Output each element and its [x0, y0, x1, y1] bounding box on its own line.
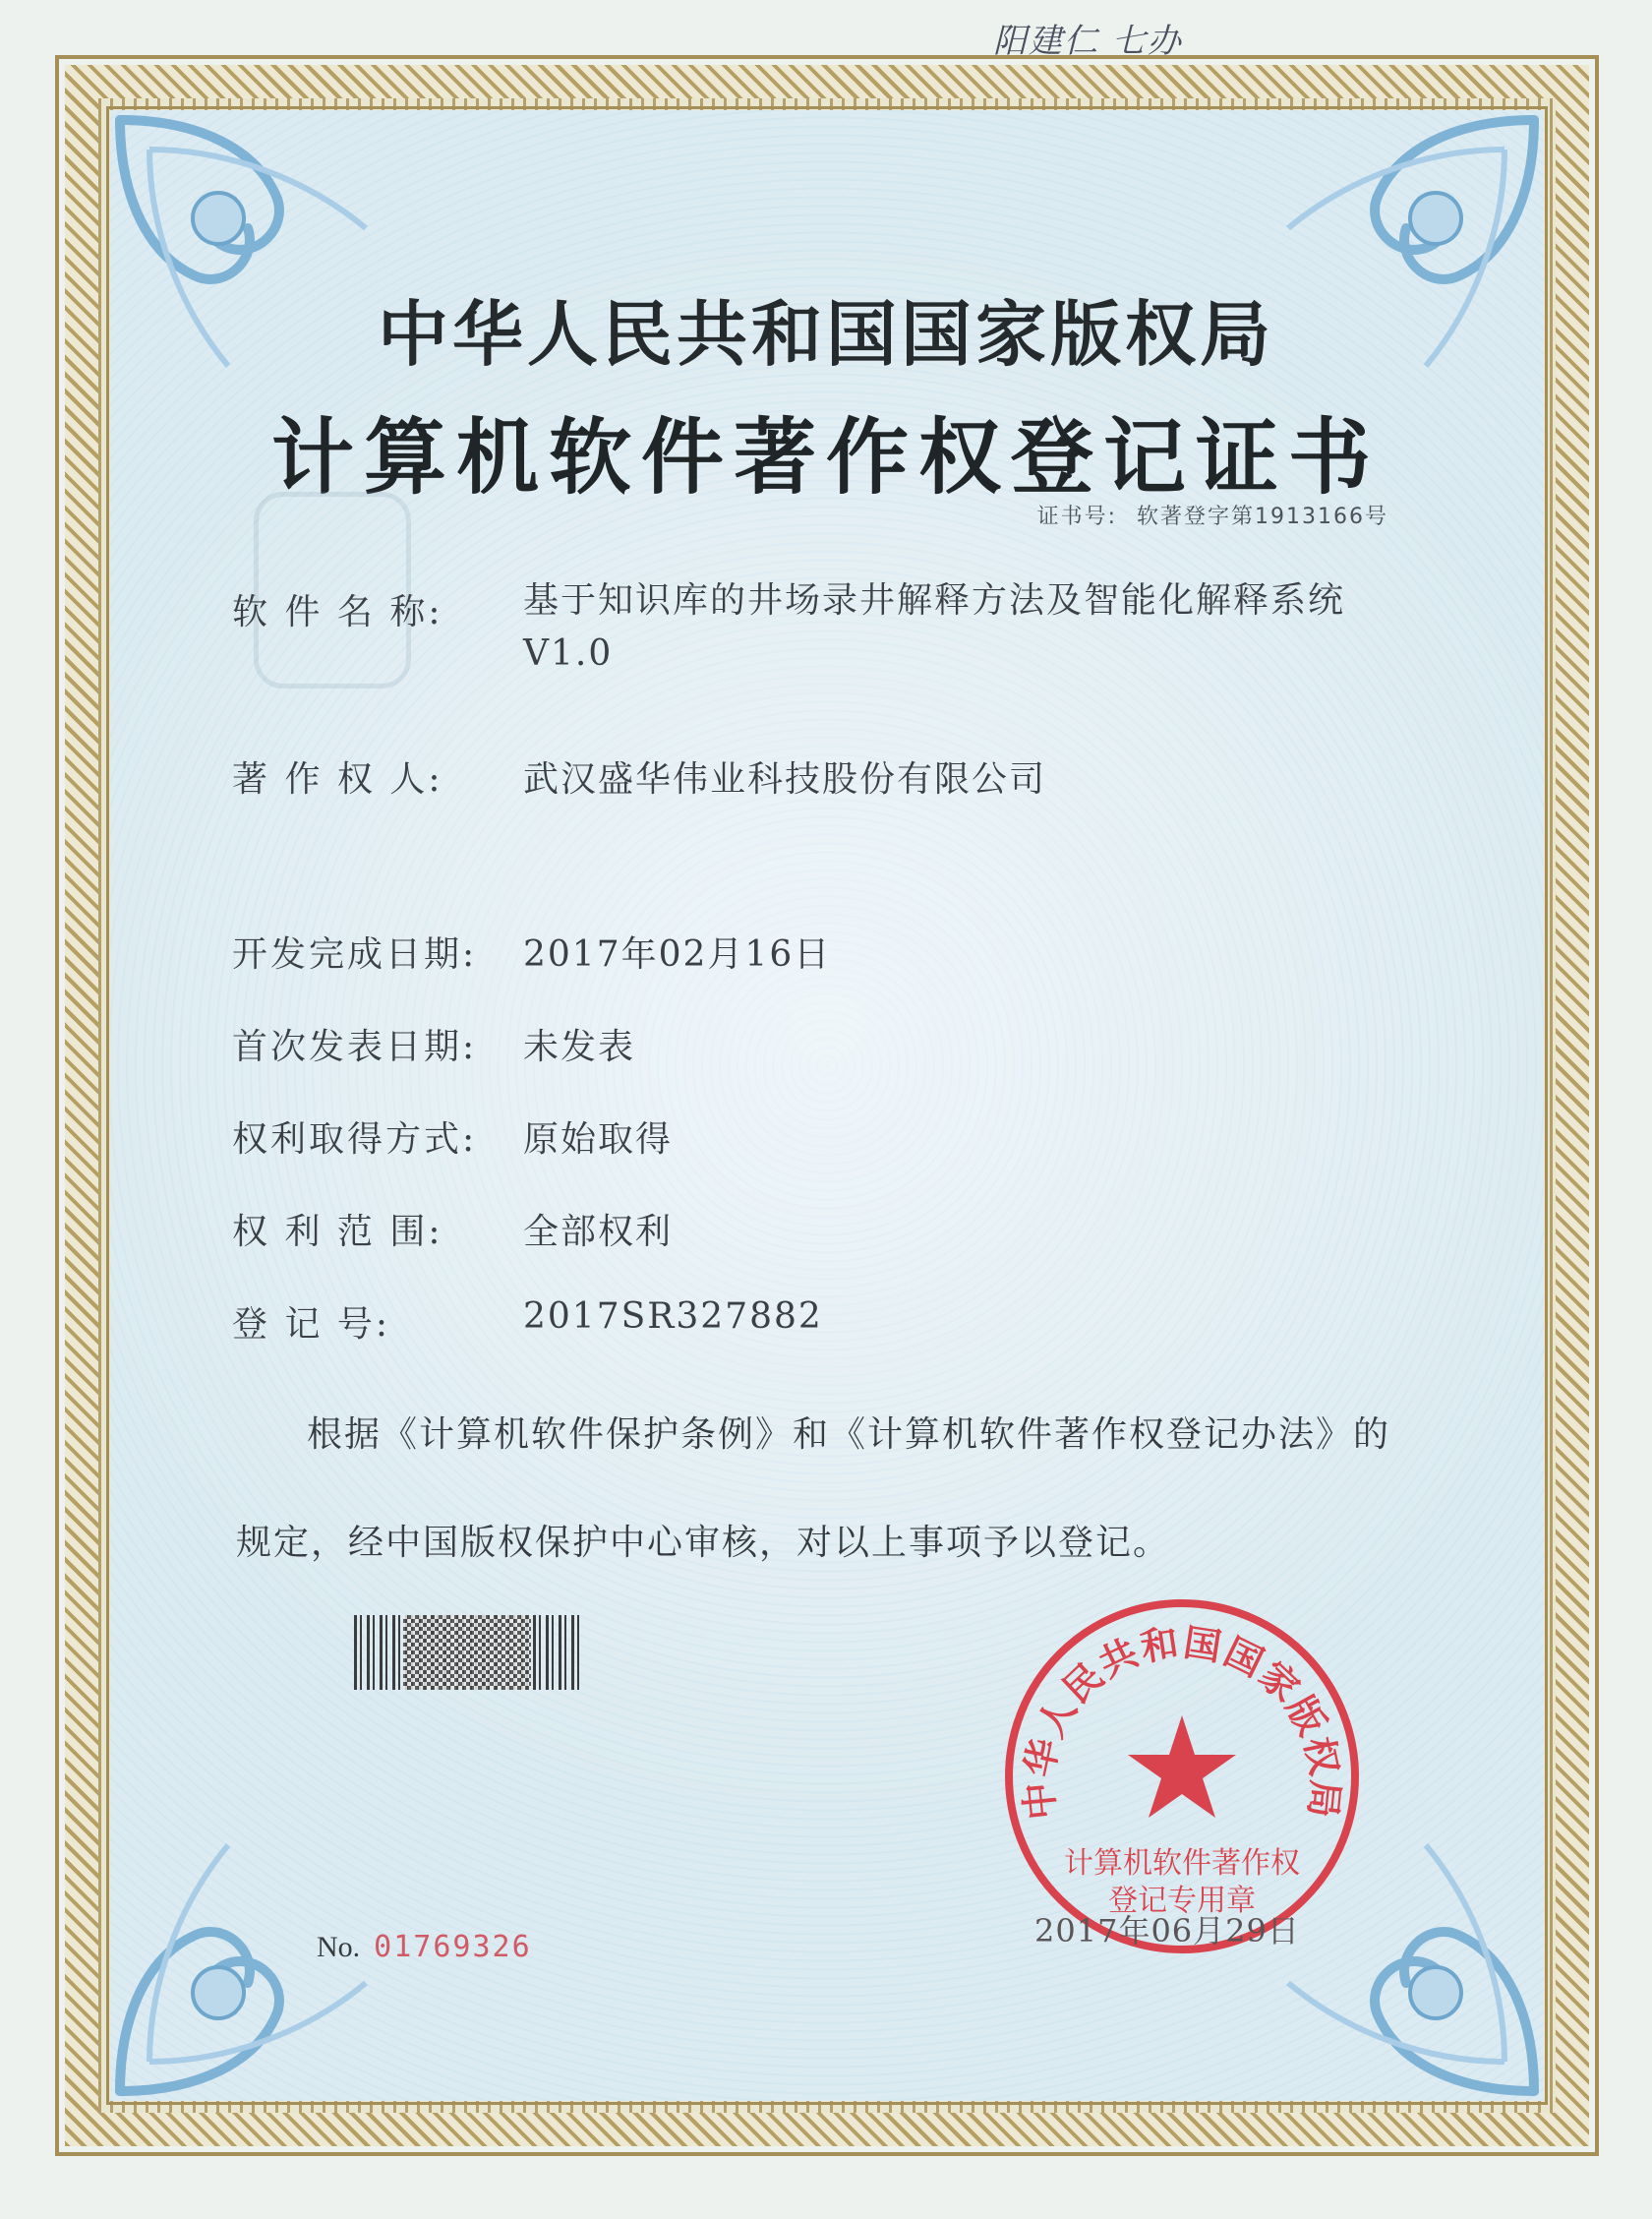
- field-completion-date: [232, 927, 831, 977]
- owner-value: 武汉盛华伟业科技股份有限公司: [523, 759, 1047, 800]
- seal-star-icon: [1128, 1715, 1236, 1818]
- barcode-icon: [354, 1615, 582, 1690]
- software-name-value: [523, 576, 1388, 679]
- statement-line-2: 规定，经中国版权保护中心审核，对以上事项予以登记。: [236, 1523, 1171, 1563]
- field-registration-number: [232, 1296, 823, 1347]
- field-acquisition-method: [232, 1111, 673, 1162]
- certificate-number-label: 证书号:: [1036, 505, 1118, 529]
- serial-value: 01769326: [374, 1930, 532, 1964]
- certificate-number: [1018, 500, 1388, 530]
- first-publication-value: 未发表: [523, 1027, 636, 1067]
- field-software-name: [232, 580, 1388, 679]
- field-first-publication: [232, 1019, 635, 1069]
- registration-number-value: 2017SR327882: [523, 1296, 823, 1337]
- field-owner: [232, 751, 1046, 802]
- handwritten-annotation: 阳建仁 七办: [993, 22, 1183, 61]
- seal-inner-line-2: 登记专用章: [1108, 1884, 1256, 1918]
- qr-code-icon: [403, 1615, 531, 1690]
- field-rights-scope: [232, 1204, 673, 1254]
- statement-line-1: 根据《计算机软件保护条例》和《计算机软件著作权登记办法》的: [307, 1414, 1391, 1455]
- acquisition-method-value: 原始取得: [523, 1119, 674, 1160]
- software-name-text: 基于知识库的井场录井解释方法及智能化解释系统: [523, 580, 1346, 621]
- rights-scope-label: 权 利 范 围:: [232, 1212, 443, 1252]
- acquisition-method-label: 权利取得方式:: [232, 1119, 478, 1160]
- rights-scope-value: 全部权利: [523, 1212, 674, 1252]
- seal-inner-line-1: 计算机软件著作权: [1064, 1846, 1300, 1881]
- owner-label: 著 作 权 人:: [232, 759, 443, 800]
- serial-label: No.: [317, 1931, 361, 1963]
- software-version: V1.0: [523, 633, 614, 674]
- certificate-number-value: 软著登字第1913166号: [1137, 505, 1388, 529]
- registration-number-label: 登 记 号:: [232, 1304, 391, 1345]
- serial-number: [317, 1930, 532, 1964]
- first-publication-label: 首次发表日期:: [232, 1027, 478, 1067]
- completion-date-value: 2017年02月16日: [523, 934, 832, 975]
- issuer-title: 中华人民共和国国家版权局: [377, 293, 1274, 376]
- certificate-title: 计算机软件著作权登记证书: [270, 408, 1381, 506]
- software-name-label: 软 件 名 称:: [232, 592, 443, 632]
- issue-date: 2017年06月29日: [1034, 1912, 1300, 1949]
- completion-date-label: 开发完成日期:: [232, 934, 478, 975]
- seal-ring-text: 中华人民共和国国家版权局: [1016, 1620, 1348, 1823]
